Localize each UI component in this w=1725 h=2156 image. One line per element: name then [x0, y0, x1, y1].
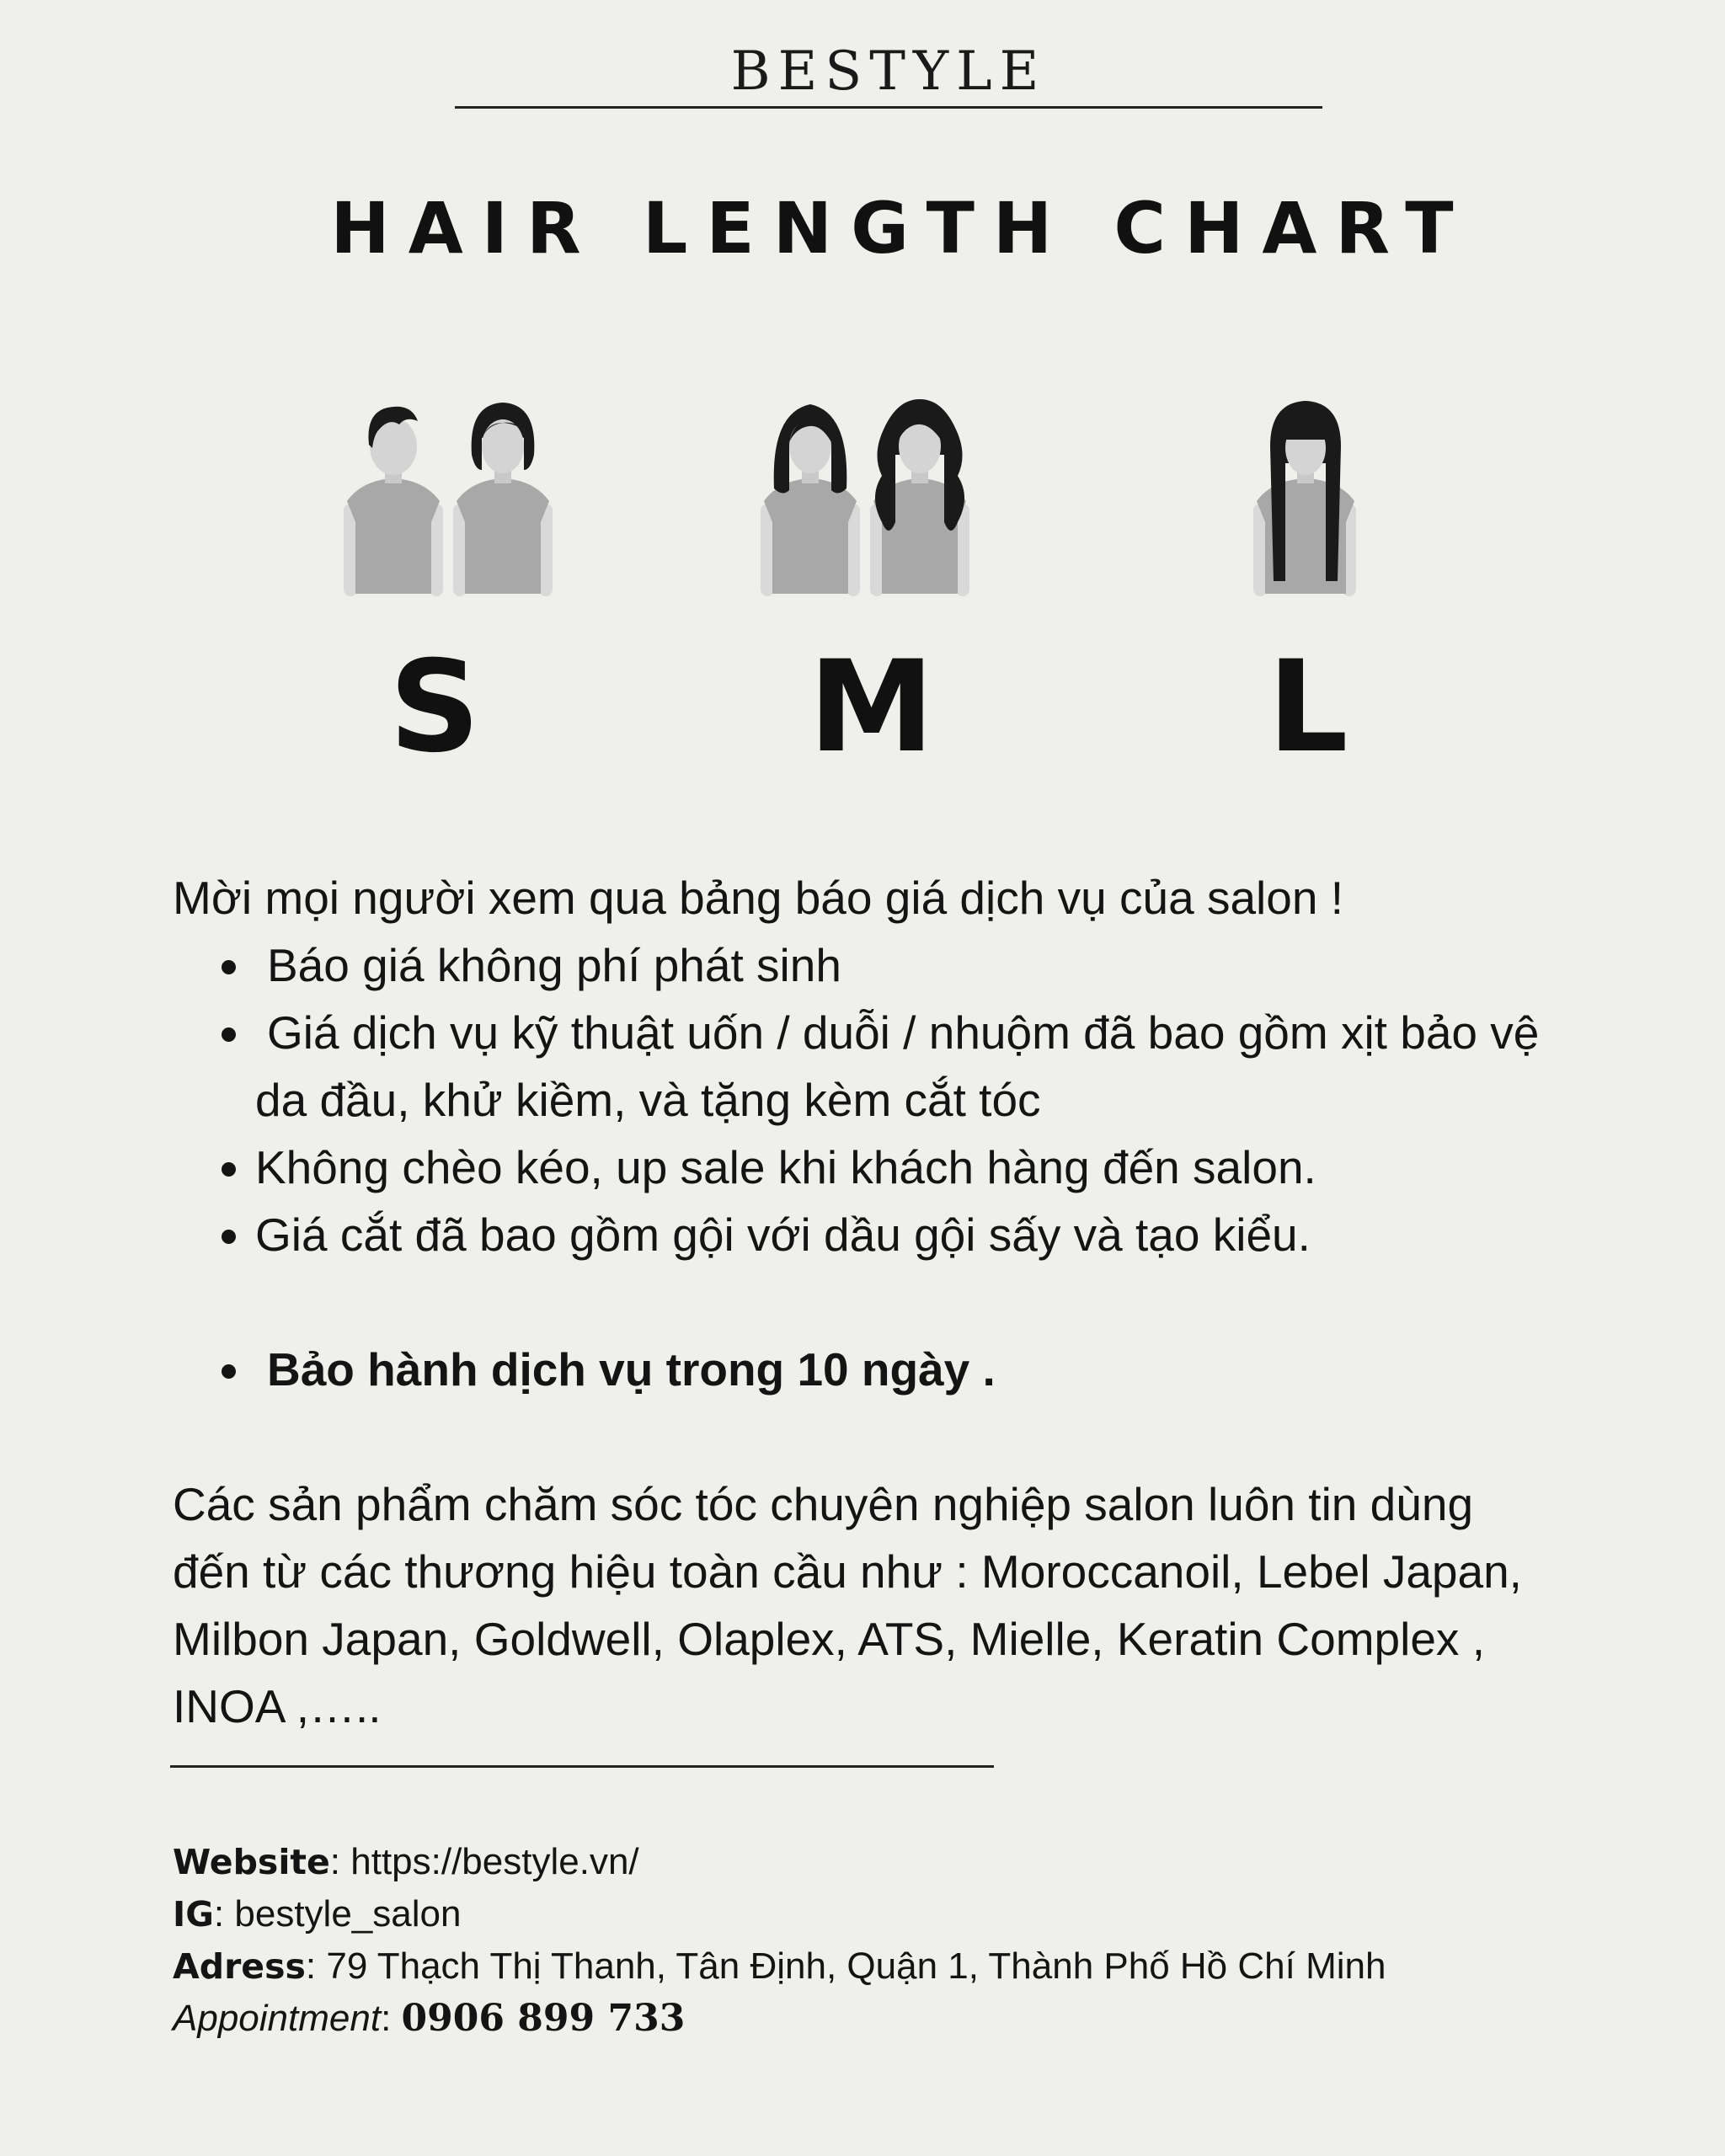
- short-hair-man-icon: [344, 407, 443, 596]
- shoulder-hair-woman-icon: [761, 404, 860, 596]
- website-line: [173, 1836, 1386, 1888]
- size-label-m: M: [809, 634, 935, 781]
- contact-info: [173, 1836, 1386, 2045]
- service-info: [173, 864, 1554, 1740]
- bullet-item: • Không chèo kéo, up sale khi khách hàng đến salon.: [255, 1134, 1554, 1201]
- ig-handle[interactable]: : bestyle_salon: [213, 1893, 462, 1935]
- bob-hair-woman-icon: [453, 403, 553, 596]
- brand-logo: BESTYLE: [730, 40, 1047, 103]
- bullet-item: • Báo giá không phí phát sinh: [255, 931, 1554, 999]
- address-label: Adress: [173, 1946, 306, 1987]
- ig-line: [173, 1888, 1386, 1940]
- ig-label: IG: [173, 1894, 214, 1935]
- appointment-separator: :: [381, 1998, 402, 2039]
- appointment-label: Appointment: [173, 1998, 382, 2039]
- website-label: Website: [173, 1842, 330, 1882]
- page-title: HAIR LENGTH CHART: [330, 187, 1472, 270]
- footer-divider: [170, 1765, 994, 1768]
- brand-divider: [455, 106, 1322, 109]
- warranty-list: [173, 1336, 1554, 1403]
- size-label-l: L: [1268, 634, 1348, 781]
- long-straight-hair-woman-icon: [1253, 401, 1356, 596]
- website-link[interactable]: : https://bestyle.vn/: [329, 1841, 639, 1882]
- intro-text: Mời mọi người xem qua bảng báo giá dịch vụ của salon !: [173, 872, 1343, 924]
- size-label-s: S: [389, 634, 481, 781]
- phone-number[interactable]: 0906 899 733: [401, 1997, 686, 2040]
- size-l-figures: [1247, 396, 1365, 598]
- service-bullets: [173, 931, 1554, 1268]
- bullet-item: • Giá cắt đã bao gồm gội với dầu gội sấy và tạo kiểu.: [255, 1201, 1554, 1268]
- bullet-item: • Giá dịch vụ kỹ thuật uốn / duỗi / nhuộm đã bao gồm xịt bảo vệ da đầu, khử kiềm, và tặng kèm cắt tóc: [255, 999, 1554, 1134]
- products-text: Các sản phẩm chăm sóc tóc chuyên nghiệp salon luôn tin dùng đến từ các thương hiệu toàn cầu như : Moroccanoil, Lebel Japan, Milbon Japan, Goldwell, Olaplex, ATS, Mielle, Keratin Complex , INOA ,…..: [173, 1478, 1522, 1732]
- address-value: : 79 Thạch Thị Thanh, Tân Định, Quận 1, Thành Phố Hồ Chí Minh: [305, 1945, 1386, 1987]
- address-line: [173, 1940, 1386, 1993]
- wavy-medium-hair-woman-icon: [870, 399, 969, 596]
- size-m-figures: [754, 396, 981, 598]
- appointment-line: [173, 1993, 1386, 2045]
- warranty-item: • Bảo hành dịch vụ trong 10 ngày .: [255, 1336, 1554, 1403]
- size-s-figures: [337, 396, 564, 598]
